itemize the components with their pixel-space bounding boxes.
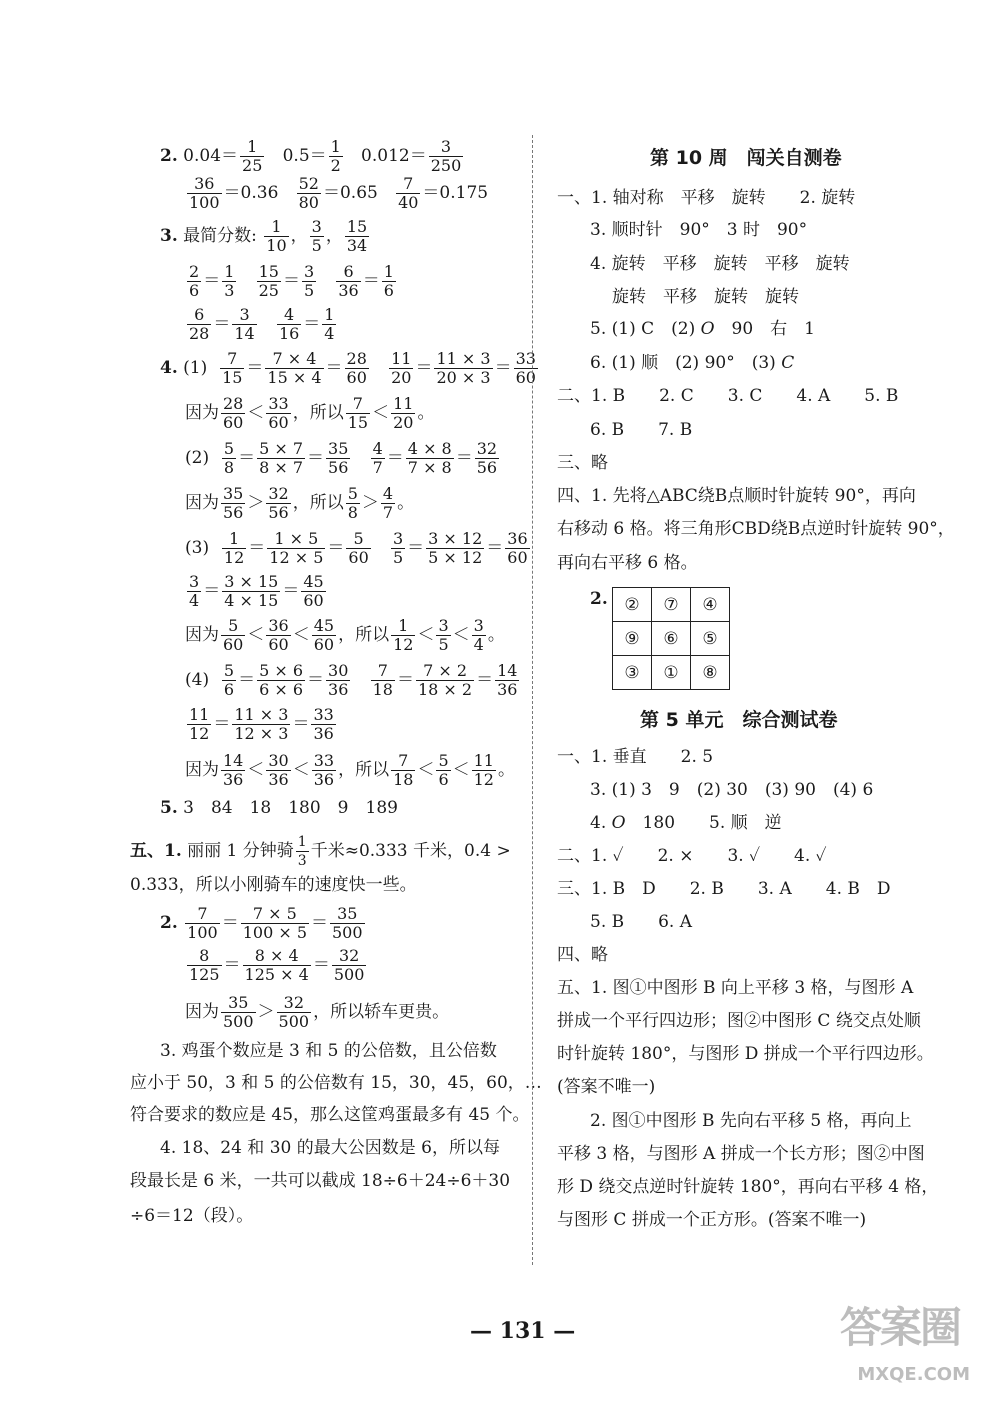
watermark-logo: 答案圈 (839, 1303, 960, 1352)
grid-cell: ⑧ (691, 656, 730, 690)
s5-2-line: 2. $\frac{7}{100}$ ＝ $\frac{7 \times 5}{100 \times 5}$ ＝ $\frac{35}{500}$ (160, 904, 363, 942)
s5-3-line-2: 应小于 50，3 和 5 的公倍数有 15，30，45，60，… (130, 1073, 542, 1093)
r-line-2: 3. 顺时针 90° 3 时 90° (590, 220, 808, 240)
grid-cell: ① (652, 656, 691, 690)
page-number: — 131 — (470, 1318, 576, 1344)
r-line-12: 再向右平移 6 格。 (557, 553, 698, 573)
fraction: $\frac{1}{10}$ (266, 217, 287, 255)
s5-4-line-2: 段最长是 6 米，一共可以截成 18÷6＋24÷6＋30 (130, 1171, 511, 1191)
q4-4-compare: 因为 $\frac{14}{36}$ ＜ $\frac{30}{36}$ ＜ $\frac{33}{36}$ ，所以 $\frac{7}{18}$ ＜ $\frac{5}{6}$ ＜ $\frac{11}{12}$ 。 (185, 751, 515, 789)
grid-cell: ② (613, 588, 652, 622)
watermark-url: MXQE.COM (857, 1364, 970, 1385)
number-grid (612, 587, 730, 690)
q4-4-line: (4) $\frac{5}{6}$ ＝ $\frac{5 \times 6}{6 \times 6}$ ＝ $\frac{30}{36}$ $\frac{7}{18}$ ＝ $\frac{7 \times 2}{18 \times 2}$ ＝ $\frac{14}{36}$ (185, 661, 518, 699)
section-title-week10: 第 10 周 闯关自测卷 (650, 147, 842, 169)
q4-2-compare: 因为 $\frac{35}{56}$ ＞ $\frac{32}{56}$ ，所以 $\frac{5}{8}$ ＞ $\frac{4}{7}$ 。 (185, 484, 415, 522)
s5-1-line: 五、1. 丽丽 1 分钟骑 $\frac{1}{3}$ 千米≈0.333 千米，0.4 > (130, 834, 511, 869)
q4-2-line: (2) $\frac{5}{8}$ ＝ $\frac{5 \times 7}{8 \times 7}$ ＝ $\frac{35}{56}$ $\frac{4}{7}$ ＝ $\frac{4 \times 8}{7 \times 8}$ ＝ $\frac{32}{56}$ (185, 439, 498, 477)
q3-line: 3. 最简分数: $\frac{1}{10}$ ， $\frac{3}{5}$ ， $\frac{15}{34}$ (160, 217, 368, 255)
r-line-10: 四、1. 先将△ABC绕B点顺时针旋转 90°，再向 (557, 486, 916, 506)
q4-3-line-2: $\frac{3}{4}$ ＝ $\frac{3 \times 15}{4 \times 15}$ ＝ $\frac{45}{60}$ (189, 572, 324, 610)
q3-line-2: $\frac{2}{6}$ ＝ $\frac{1}{3}$ $\frac{15}{25}$ ＝ $\frac{3}{5}$ $\frac{6}{36}$ ＝ $\frac{1}{6}$ (189, 262, 394, 300)
q2-line: 2. 0.04＝ $\frac{1}{25}$ 0.5＝ $\frac{1}{2}$ 0.012＝ $\frac{3}{250}$ (160, 137, 462, 175)
u-line-1: 一、1. 垂直 2. 5 (557, 747, 714, 767)
s5-4-line-1: 4. 18、24 和 30 的最大公因数是 6，所以每 (160, 1138, 500, 1158)
r-line-8: 6. B 7. B (590, 420, 693, 440)
r-line-13: 2. (590, 589, 608, 609)
u-line-3: 4. O 180 5. 顺 逆 (590, 813, 782, 833)
u-line-8a: 五、1. 图①中图形 B 向上平移 3 格，与图形 A (557, 978, 914, 998)
grid-cell: ⑤ (691, 622, 730, 656)
r-line-6: 6. (1) 顺 (2) 90° (3) C (590, 353, 795, 373)
u-line-4: 二、1. ✓ 2. × 3. ✓ 4. ✓ (557, 846, 827, 866)
u-line-9a: 2. 图①中图形 B 先向右平移 5 格，再向上 (590, 1111, 912, 1131)
fraction: $\frac{7}{40}$ (398, 174, 419, 212)
s5-4-line-3: ÷6＝12（段）。 (130, 1206, 254, 1226)
q4-1-line: 4. (1) $\frac{7}{15}$ ＝ $\frac{7 \times 4}{15 \times 4}$ ＝ $\frac{28}{60}$ $\frac{11}{20}$ ＝ $\frac{11 \times 3}{20 \times 3}$ ＝ $\frac{33}{60}$ (160, 349, 536, 387)
fraction: $\frac{1}{2}$ (330, 137, 341, 175)
fraction: $\frac{3}{250}$ (430, 137, 462, 175)
r-line-3: 4. 旋转 平移 旋转 平移 旋转 (590, 254, 850, 274)
u-line-9d: 与图形 C 拼成一个正方形。(答案不唯一) (557, 1210, 867, 1230)
u-line-5: 三、1. B D 2. B 3. A 4. B D (557, 879, 891, 899)
column-divider (532, 135, 533, 1265)
grid-cell: ③ (613, 656, 652, 690)
grid-cell: ⑨ (613, 622, 652, 656)
u-line-9c: 形 D 绕交点逆时针旋转 180°，再向右平移 4 格， (557, 1177, 939, 1197)
s5-1-line-2: 0.333，所以小刚骑车的速度快一些。 (130, 875, 417, 895)
fraction: $\frac{1}{25}$ (242, 137, 263, 175)
q4-3-line: (3) $\frac{1}{12}$ ＝ $\frac{1 \times 5}{12 \times 5}$ ＝ $\frac{5}{60}$ $\frac{3}{5}$ ＝ $\frac{3 \times 12}{5 \times 12}$ ＝ $\frac{36}{60}$ (185, 529, 528, 567)
r-line-4: 旋转 平移 旋转 旋转 (612, 287, 799, 307)
r-line-5: 5. (1) C (2) O 90 右 1 (590, 319, 815, 339)
q3-line-3: $\frac{6}{28}$ ＝ $\frac{3}{14}$ $\frac{4}{16}$ ＝ $\frac{1}{4}$ (189, 305, 335, 343)
q2-line-2: $\frac{36}{100}$ ＝0.36 $\frac{52}{80}$ ＝0.65 $\frac{7}{40}$ ＝0.175 (189, 174, 489, 212)
r-line-7: 二、1. B 2. C 3. C 4. A 5. B (557, 386, 899, 406)
q4-1-compare: 因为 $\frac{28}{60}$ ＜ $\frac{33}{60}$ ，所以 $\frac{7}{15}$ ＜ $\frac{11}{20}$ 。 (185, 394, 435, 432)
u-line-7: 四、略 (557, 945, 608, 965)
u-line-8c: 时针旋转 180°，与图形 D 拼成一个平行四边形。 (557, 1044, 934, 1064)
r-line-9: 三、略 (557, 453, 608, 473)
s5-2-compare: 因为 $\frac{35}{500}$ ＞ $\frac{32}{500}$ ，所以轿车更贵。 (185, 993, 450, 1031)
fraction: $\frac{36}{100}$ (189, 174, 220, 212)
grid-cell: ④ (691, 588, 730, 622)
grid-cell: ⑥ (652, 622, 691, 656)
q4-3-compare: 因为 $\frac{5}{60}$ ＜ $\frac{36}{60}$ ＜ $\frac{45}{60}$ ，所以 $\frac{1}{12}$ ＜ $\frac{3}{5}$ ＜ $\frac{3}{4}$ 。 (185, 616, 505, 654)
r-line-11: 右移动 6 格。将三角形CBD绕B点逆时针旋转 90°， (557, 519, 955, 539)
section-title-unit5: 第 5 单元 综合测试卷 (640, 709, 838, 731)
u-line-8d: (答案不唯一) (557, 1077, 656, 1097)
u-line-2: 3. (1) 3 9 (2) 30 (3) 90 (4) 6 (590, 780, 874, 800)
fraction: $\frac{15}{34}$ (346, 217, 368, 255)
s5-2-line-2: $\frac{8}{125}$ ＝ $\frac{8 \times 4}{125 \times 4}$ ＝ $\frac{32}{500}$ (189, 946, 365, 984)
q5-line: 5. 3 84 18 180 9 189 (160, 798, 398, 818)
q4-4-line-2: $\frac{11}{12}$ ＝ $\frac{11 \times 3}{12 \times 3}$ ＝ $\frac{33}{36}$ (189, 705, 334, 743)
s5-3-line-1: 3. 鸡蛋个数应是 3 和 5 的公倍数，且公倍数 (160, 1041, 497, 1061)
fraction: $\frac{3}{5}$ (311, 217, 322, 255)
grid-cell: ⑦ (652, 588, 691, 622)
r-line-1: 一、1. 轴对称 平移 旋转 2. 旋转 (557, 188, 856, 208)
s5-3-line-3: 符合要求的数应是 45，那么这筐鸡蛋最多有 45 个。 (130, 1105, 530, 1125)
u-line-9b: 平移 3 格，与图形 A 拼成一个长方形；图②中图 (557, 1144, 925, 1164)
fraction: $\frac{52}{80}$ (298, 174, 319, 212)
u-line-8b: 拼成一个平行四边形；图②中图形 C 绕交点处顺 (557, 1011, 921, 1031)
u-line-6: 5. B 6. A (590, 912, 693, 932)
